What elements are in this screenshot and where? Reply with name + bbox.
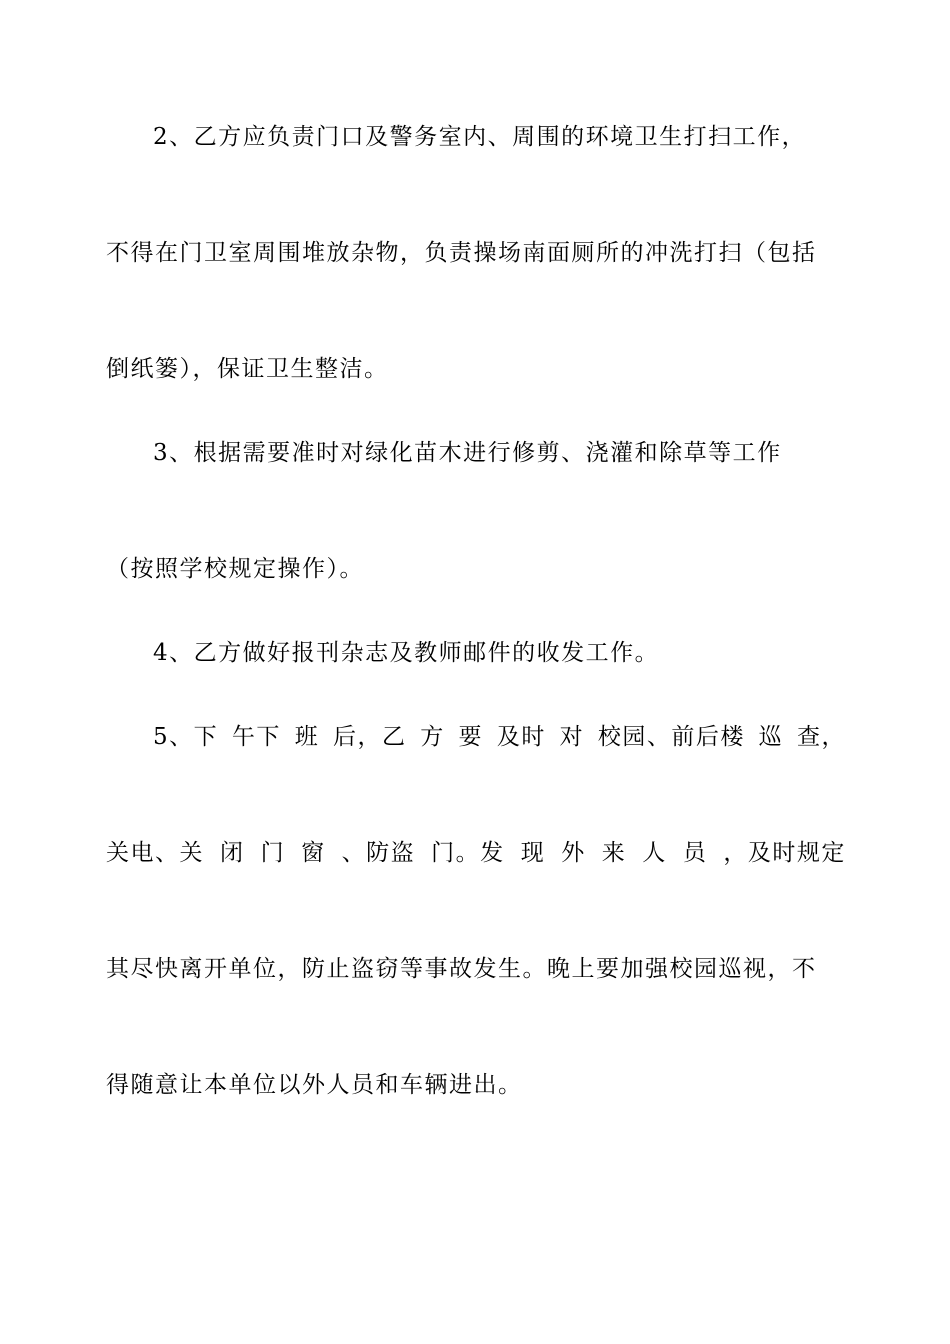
text-fragment: 班 (294, 724, 320, 750)
text-fragment: 5、下 (153, 724, 219, 750)
paragraph-2-line-3: 倒纸篓），保证卫生整洁。 (106, 356, 389, 382)
paragraph-4-line-1: 4、乙方做好报刊杂志及教师邮件的收发工作。 (153, 640, 660, 666)
paragraph-2-line-2: 不得在门卫室周围堆放杂物，负责操场南面厕所的冲洗打扫（包括 (106, 240, 817, 266)
paragraph-3-line-1: 3、根据需要准时对绿化苗木进行修剪、浇灌和除草等工作 (153, 440, 782, 466)
text-fragment: 校园、前后楼 (597, 724, 745, 750)
text-fragment: 闭 (220, 840, 245, 866)
paragraph-5-line-3: 其尽快离开单位，防止盗窃等事故发生。晚上要加强校园巡视，不 (106, 956, 817, 982)
text-fragment: 午下 (231, 724, 281, 750)
paragraph-3-line-2: （按照学校规定操作）。 (106, 556, 364, 582)
text-fragment: 人 (642, 840, 667, 866)
text-fragment: 窗 (301, 840, 326, 866)
paragraph-2-line-1: 2、乙方应负责门口及警务室内、周围的环境卫生打扫工作， (153, 124, 807, 150)
text-fragment: 要 (458, 724, 484, 750)
text-fragment: 方 (420, 724, 445, 750)
text-fragment: 来 (601, 840, 627, 866)
text-fragment: 、防盗 (341, 840, 416, 866)
paragraph-5-line-4: 得随意让本单位以外人员和车辆进出。 (106, 1072, 523, 1098)
text-fragment: ，及时规定 (723, 840, 846, 866)
text-fragment: 现 (520, 840, 546, 866)
text-fragment: 巡 (758, 724, 784, 750)
text-fragment: 门 (260, 840, 286, 866)
text-fragment: 门。发 (431, 840, 505, 866)
text-fragment: 对 (559, 724, 585, 750)
paragraph-5-line-2 (106, 838, 846, 868)
text-fragment: 及时 (496, 724, 546, 750)
text-fragment: 查， (796, 724, 846, 750)
paragraph-5-line-1 (153, 722, 846, 752)
text-fragment: 外 (561, 840, 586, 866)
text-fragment: 后，乙 (332, 724, 407, 750)
text-fragment: 关电、关 (106, 840, 204, 866)
text-fragment: 员 (682, 840, 708, 866)
